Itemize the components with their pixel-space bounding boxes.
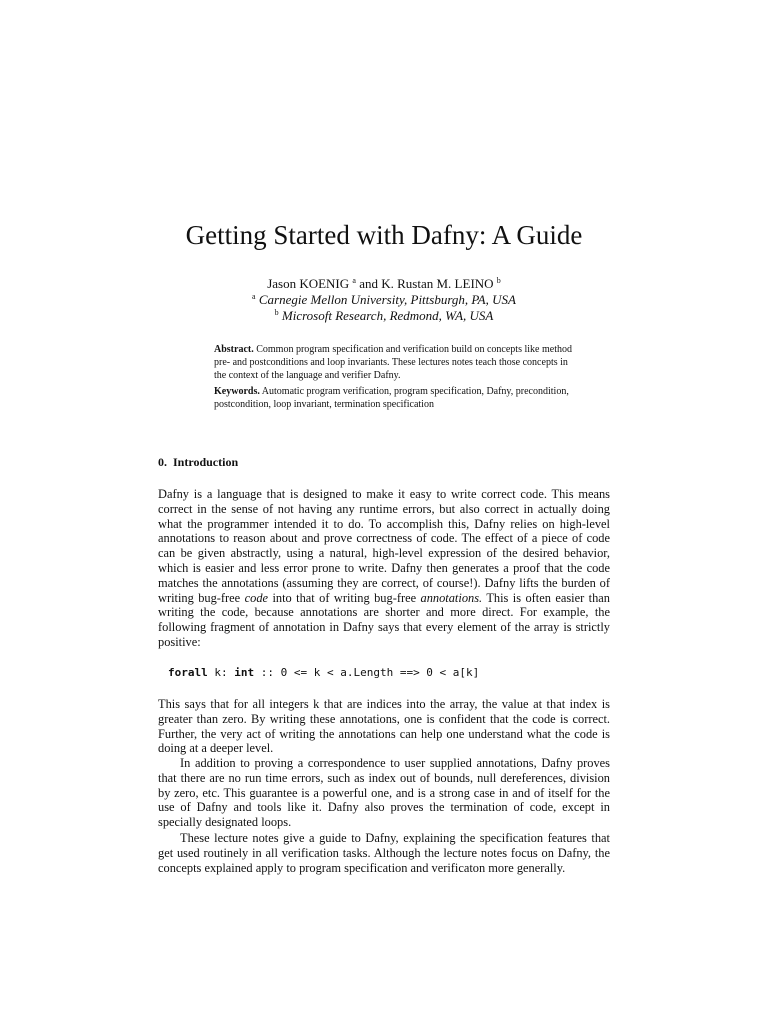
paragraph-text: Dafny is a language that is designed to make it easy to write correct code. This means correct in the sense of not having any runtime errors, but also correct in actually doing what the programmer intended it to do. To accomplish this, Dafny relies on high-level annotations to reason about and prove correctness of code. The effect of a piece of code can be given abstractly, using a natural, high-level expression of the desired behavior, which is easier and less error prone to write. Dafny then generates a proof that the code matches the annotations (assuming they are correct, of course!). Dafny lifts the burden of writing bug-free: [158, 487, 610, 605]
author-name: Jason KOENIG: [267, 276, 350, 291]
keywords: [214, 385, 574, 411]
section-title: Introduction: [173, 455, 239, 469]
affiliation-text: Microsoft Research, Redmond, WA, USA: [281, 308, 494, 323]
paragraph: In addition to proving a correspondence to user supplied annotations, Dafny proves that there are no run time errors, such as index out of bounds, null dereferences, division by zero, etc. This guarantee is a powerful one, and is a strong case in and of itself for the use of Dafny and tools like it. Dafny also proves the termination of code, except in specially designated loops.: [158, 756, 610, 830]
keywords-label: Keywords.: [214, 386, 260, 397]
author-name: K. Rustan M. LEINO: [381, 276, 494, 291]
affiliation-mark: a: [252, 292, 256, 301]
section-heading: [158, 455, 238, 470]
affiliation-mark: a: [352, 276, 356, 285]
abstract-text: Common program specification and verification build on concepts like method pre- and postconditions and loop invariants. These lectures notes teach those concepts in the context of the language and verifier Dafny.: [214, 344, 572, 381]
affiliation-text: Carnegie Mellon University, Pittsburgh, PA, USA: [258, 292, 516, 307]
keywords-text: Automatic program verification, program specification, Dafny, precondition, postcondition, loop invariant, termination specification: [214, 386, 569, 410]
affiliation-mark: b: [496, 276, 501, 285]
paragraph: This says that for all integers k that are indices into the array, the value at that index is greater than zero. By writing these annotations, one is confident that the code is correct. Further, the very act of writing the annotations can help one understand what the code is doing at a deeper level.: [158, 697, 610, 756]
abstract-label: Abstract.: [214, 344, 254, 355]
affiliation-line: [0, 292, 768, 308]
paragraph: These lecture notes give a guide to Dafny, explaining the specification features that get used routinely in all verification tasks. Although the lecture notes focus on Dafny, the concepts explained apply to program specification and verificaton more generally.: [158, 831, 610, 875]
emphasis-text: code: [244, 590, 269, 605]
affiliation-line: [0, 308, 768, 324]
paragraph-text: This is often easier than writing the code, because annotations are shorter and more direct. For example, the following fragment of annotation in Dafny says that every element of the array is strictly positive:: [158, 590, 611, 649]
affiliation-mark: b: [274, 308, 279, 317]
author-line: [0, 276, 768, 292]
paragraph-text: into that of writing bug-free: [272, 590, 417, 605]
code-snippet: [168, 666, 479, 680]
code-keyword: int: [234, 666, 255, 679]
paragraph: [158, 487, 610, 650]
code-text: k:: [207, 666, 235, 679]
code-keyword: forall: [168, 666, 208, 679]
emphasis-text: annotations.: [420, 590, 483, 605]
section-number: 0.: [158, 455, 167, 469]
code-text: :: 0 <= k < a.Length ==> 0 < a[k]: [254, 666, 480, 679]
abstract: [214, 343, 574, 382]
paper-title: Getting Started with Dafny: A Guide: [185, 220, 583, 250]
author-connector: and: [359, 276, 378, 291]
